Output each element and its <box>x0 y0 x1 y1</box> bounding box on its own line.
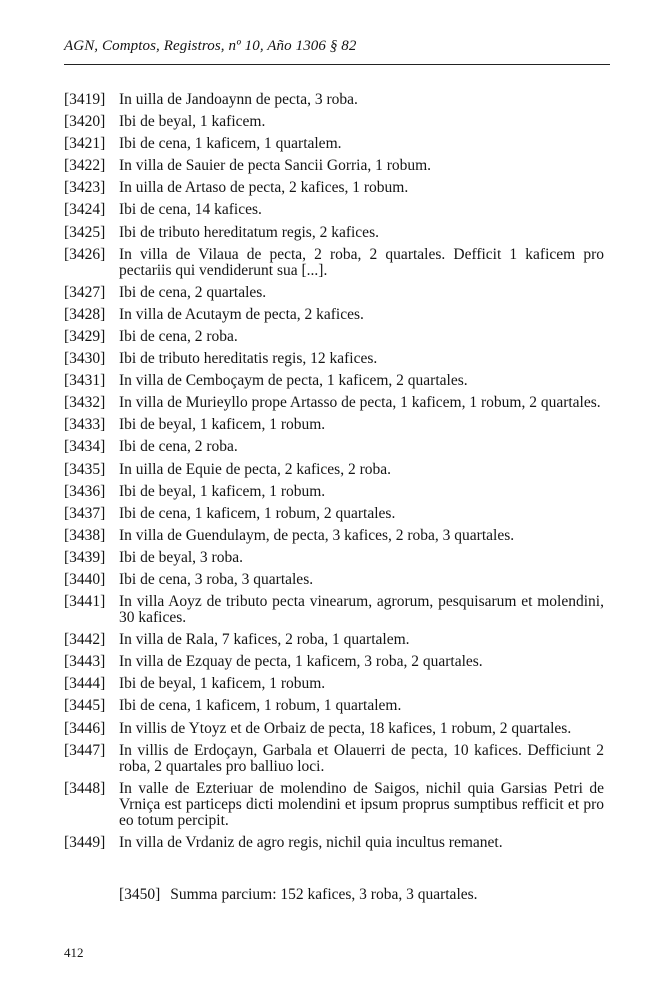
entry-number: [3437] <box>64 504 106 522</box>
entry-number: [3424] <box>64 201 106 219</box>
entry-text: In villa de Rala, 7 kafices, 2 roba, 1 quartalem. <box>119 631 410 649</box>
entry-row <box>64 654 604 670</box>
entry-text: In villis de Ytoyz et de Orbaiz de pecta, 18 kafices, 1 robum, 2 quartales. <box>119 719 572 737</box>
entry-number: [3436] <box>64 482 106 500</box>
entry-text: In villa de Cemboçaym de pecta, 1 kaficem, 2 quartales. <box>119 372 468 390</box>
entry-row <box>64 506 604 522</box>
entry-number: [3431] <box>64 372 106 390</box>
entry-number: [3446] <box>64 719 106 737</box>
entry-row <box>64 247 604 279</box>
entry-number: [3429] <box>64 327 106 345</box>
entry-row <box>64 373 604 389</box>
entry-number: [3433] <box>64 416 106 434</box>
entry-list <box>64 92 604 857</box>
entry-number: [3420] <box>64 113 106 131</box>
entry-text: Ibi de tributo hereditatis regis, 12 kafices. <box>119 350 378 368</box>
entry-text: In villis de Erdoçayn, Garbala et Olauerri de pecta, 10 kafices. Defficiunt 2 roba, 2 quartales pro balliuo loci. <box>119 741 604 775</box>
entry-row <box>64 594 604 626</box>
entry-number: [3430] <box>64 350 106 368</box>
entry-row <box>64 439 604 455</box>
entry-row <box>64 158 604 174</box>
entry-row <box>64 484 604 500</box>
entry-text: In valle de Ezteriuar de molendino de Saigos, nichil quia Garsias Petri de Vrniça est particeps dicti molendini et ipsum proprus sumptibus refficit et pro eo totum percipit. <box>119 779 604 829</box>
entry-text: Ibi de beyal, 1 kaficem, 1 robum. <box>119 416 326 434</box>
entry-text: Ibi de beyal, 1 kaficem. <box>119 113 266 131</box>
entry-text: In uilla de Jandoaynn de pecta, 3 roba. <box>119 91 358 108</box>
entry-number: [3422] <box>64 157 106 175</box>
entry-text: In villa Aoyz de tributo pecta vinearum, agrorum, pesquisarum et molendini, 30 kafices. <box>119 593 604 627</box>
entry-text: Ibi de cena, 1 kaficem, 1 quartalem. <box>119 135 342 153</box>
entry-number: [3432] <box>64 394 106 412</box>
entry-row <box>64 114 604 130</box>
entry-number: [3449] <box>64 833 106 851</box>
entry-row <box>64 136 604 152</box>
entry-text: In uilla de Equie de pecta, 2 kafices, 2 roba. <box>119 460 391 478</box>
entry-row <box>64 550 604 566</box>
entry-row <box>64 307 604 323</box>
entry-number: [3425] <box>64 223 106 241</box>
entry-text: Ibi de cena, 14 kafices. <box>119 201 262 219</box>
entry-number: [3443] <box>64 653 106 671</box>
entry-number: [3442] <box>64 631 106 649</box>
entry-number: [3427] <box>64 283 106 301</box>
entry-text: Ibi de beyal, 3 roba. <box>119 548 243 566</box>
page-number: 412 <box>64 945 84 960</box>
entry-row <box>64 395 604 411</box>
entry-row <box>64 92 604 108</box>
entry-number: [3435] <box>64 460 106 478</box>
entry-text: Ibi de cena, 1 kaficem, 1 robum, 2 quartales. <box>119 504 396 522</box>
entry-row <box>64 528 604 544</box>
entry-text: Ibi de beyal, 1 kaficem, 1 robum. <box>119 675 326 693</box>
entry-row <box>64 781 604 829</box>
entry-text: Ibi de cena, 2 roba. <box>119 327 238 345</box>
entry-row <box>64 351 604 367</box>
entry-number: [3428] <box>64 305 106 323</box>
entry-row <box>64 225 604 241</box>
entry-number: [3447] <box>64 741 106 759</box>
entry-text: In villa de Vrdaniz de agro regis, nichil quia incultus remanet. <box>119 833 503 851</box>
entry-row <box>64 417 604 433</box>
entry-text: Ibi de cena, 1 kaficem, 1 robum, 1 quartalem. <box>119 697 402 715</box>
entry-number: [3444] <box>64 675 106 693</box>
entry-number: [3423] <box>64 179 106 197</box>
entry-text: In villa de Murieyllo prope Artasso de pecta, 1 kaficem, 1 robum, 2 quartales. <box>119 394 601 412</box>
entry-text: Ibi de tributo hereditatum regis, 2 kafices. <box>119 223 379 241</box>
entry-number: [3421] <box>64 135 106 153</box>
entry-row <box>64 572 604 588</box>
entry-row <box>64 698 604 714</box>
entry-text: Ibi de cena, 3 roba, 3 quartales. <box>119 570 314 588</box>
entry-number: [3448] <box>64 779 106 797</box>
entry-text: In villa de Acutaym de pecta, 2 kafices. <box>119 305 364 323</box>
entry-row <box>64 721 604 737</box>
running-head: AGN, Comptos, Registros, nº 10, Año 1306 § 82 <box>64 38 357 54</box>
summary-text: Summa parcium: 152 kafices, 3 roba, 3 quartales. <box>170 886 478 903</box>
entry-text: In villa de Guendulaym, de pecta, 3 kafices, 2 roba, 3 quartales. <box>119 526 515 544</box>
entry-text: In villa de Ezquay de pecta, 1 kaficem, 3 roba, 2 quartales. <box>119 653 483 671</box>
summary-entry <box>119 887 478 903</box>
entry-number: [3419] <box>64 91 106 108</box>
entry-row <box>64 835 604 851</box>
entry-text: Ibi de cena, 2 quartales. <box>119 283 267 301</box>
entry-row <box>64 329 604 345</box>
entry-text: In villa de Sauier de pecta Sancii Gorria, 1 robum. <box>119 157 432 175</box>
entry-row <box>64 632 604 648</box>
header-rule <box>64 64 610 65</box>
summary-number: [3450] <box>119 886 161 903</box>
entry-text: Ibi de cena, 2 roba. <box>119 438 238 456</box>
entry-text: In uilla de Artaso de pecta, 2 kafices, 1 robum. <box>119 179 409 197</box>
entry-number: [3441] <box>64 593 106 611</box>
entry-number: [3439] <box>64 548 106 566</box>
entry-text: In villa de Vilaua de pecta, 2 roba, 2 quartales. Defficit 1 kaficem pro pectariis qui vendiderunt sua [...]. <box>119 245 604 279</box>
entry-row <box>64 285 604 301</box>
entry-row <box>64 180 604 196</box>
entry-row <box>64 676 604 692</box>
entry-number: [3440] <box>64 570 106 588</box>
entry-text: Ibi de beyal, 1 kaficem, 1 robum. <box>119 482 326 500</box>
entry-row <box>64 743 604 775</box>
entry-row <box>64 462 604 478</box>
entry-number: [3434] <box>64 438 106 456</box>
entry-number: [3426] <box>64 245 106 263</box>
entry-number: [3438] <box>64 526 106 544</box>
entry-row <box>64 202 604 218</box>
entry-number: [3445] <box>64 697 106 715</box>
